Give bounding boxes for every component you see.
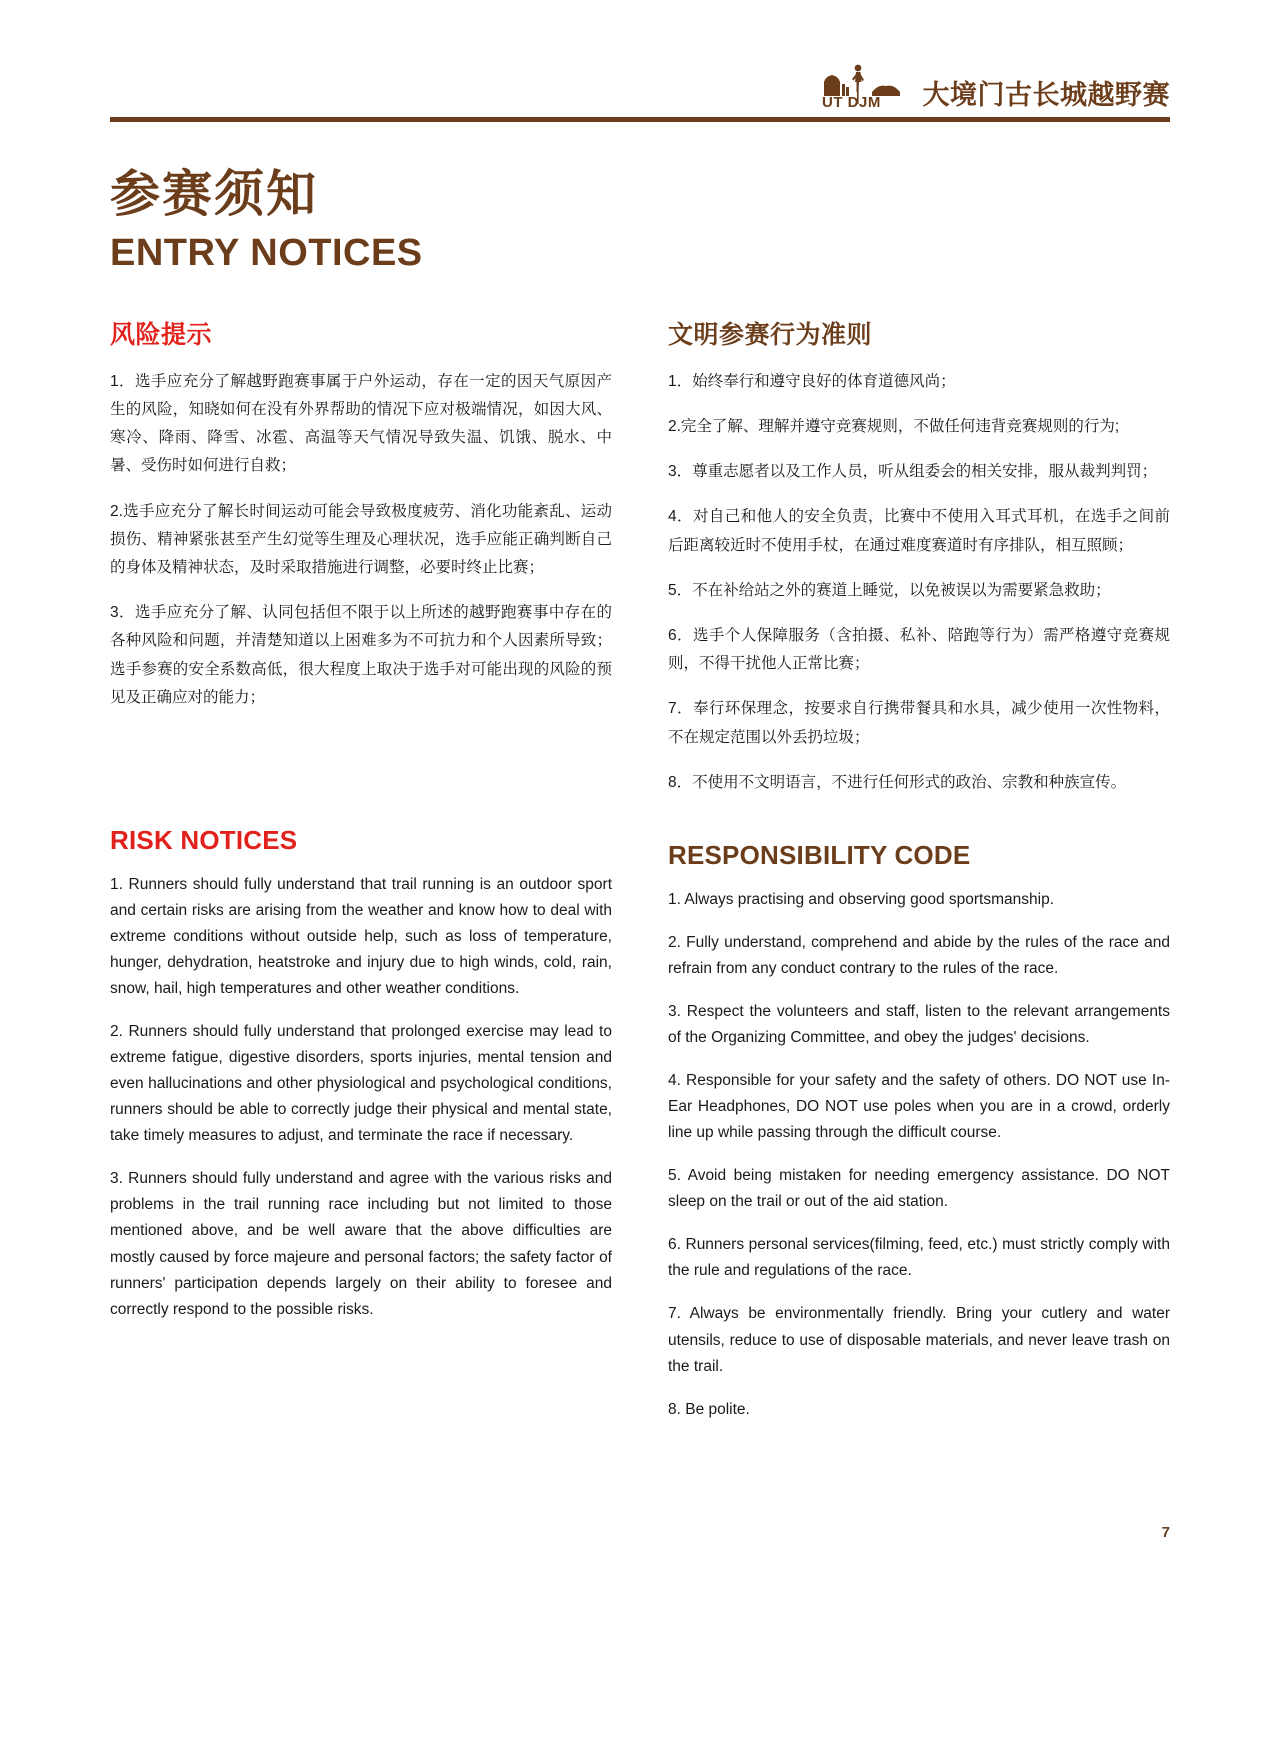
page-title-en: ENTRY NOTICES — [110, 232, 423, 274]
risk-en-block — [110, 872, 612, 1323]
utdjm-logo-icon — [822, 62, 914, 108]
code-en-paragraph-6: 6. Runners personal services(filming, feed, etc.) must strictly comply with the rule and regulations of the race. — [668, 1236, 1170, 1280]
code-en-block — [668, 887, 1170, 1423]
section-heading-risk-cn: 风险提示 — [110, 320, 213, 349]
risk-cn-paragraph-1: 1．选手应充分了解越野跑赛事属于户外运动，存在一定的因天气原因产生的风险，知晓如何在没有外界帮助的情况下应对极端情况，如因大风、寒冷、降雨、降雪、冰雹、高温等天气情况导致失温、饥饿、脱水、中暑、受伤时如何进行自救； — [110, 372, 612, 475]
code-cn-paragraph-3: 3．尊重志愿者以及工作人员，听从组委会的相关安排，服从裁判判罚； — [668, 463, 1158, 481]
title-block — [110, 166, 1170, 276]
page-title-cn: 参赛须知 — [110, 166, 318, 222]
code-cn-paragraph-5: 5．不在补给站之外的赛道上睡觉，以免被误以为需要紧急救助； — [668, 581, 1111, 599]
code-cn-paragraph-8: 8．不使用不文明语言，不进行任何形式的政治、宗教和种族宣传。 — [668, 773, 1127, 791]
code-cn-paragraph-6: 6．选手个人保障服务（含拍摄、私补、陪跑等行为）需严格遵守竞赛规则，不得干扰他人正常比赛； — [668, 626, 1170, 673]
event-logo — [822, 62, 1171, 108]
risk-en-paragraph-2: 2. Runners should fully understand that prolonged exercise may lead to extreme fatigue, digestive disorders, sports injuries, mental tension and even hallucinations and other physiological and psychological conditions, runners should be able to correctly judge their physical and mental state, take timely measures to adjust, and terminate the race if necessary. — [110, 1023, 612, 1145]
content-columns — [110, 320, 1170, 1423]
code-en-paragraph-3: 3. Respect the volunteers and staff, listen to the relevant arrangements of the Organizing Committee, and obey the judges' decisions. — [668, 1003, 1170, 1047]
column-spacer — [110, 729, 612, 825]
code-cn-paragraph-1: 1．始终奉行和遵守良好的体育道德风尚； — [668, 372, 956, 390]
risk-cn-paragraph-2: 2.选手应充分了解长时间运动可能会导致极度疲劳、消化功能紊乱、运动损伤、精神紧张甚至产生幻觉等生理及心理状况，选手应能正确判断自己的身体及精神状态，及时采取措施进行调整，必要时终止比赛； — [110, 502, 612, 576]
logo-text: 大境门古长城越野赛 — [922, 80, 1170, 110]
risk-en-paragraph-3: 3. Runners should fully understand and agree with the various risks and problems in the trail running race including but not limited to those mentioned above, and be well aware that the above difficulties are mostly caused by force majeure and personal factors; the safety factor of runners' participation depends largely on their ability to foresee and correctly respond to the possible risks. — [110, 1170, 612, 1318]
code-en-paragraph-7: 7. Always be environmentally friendly. Bring your cutlery and water utensils, reduce to use of disposable materials, and never leave trash on the trail. — [668, 1305, 1170, 1375]
column-responsibility-code — [668, 320, 1170, 1423]
section-heading-risk-en: RISK NOTICES — [110, 824, 298, 855]
page-number: 7 — [1161, 1524, 1170, 1541]
code-en-paragraph-1: 1. Always practising and observing good sportsmanship. — [668, 891, 1054, 909]
column-spacer-right — [668, 814, 1170, 840]
risk-cn-paragraph-3: 3．选手应充分了解、认同包括但不限于以上所述的越野跑赛事中存在的各种风险和问题，并清楚知道以上困难多为不可抗力和个人因素所导致；选手参赛的安全系数高低，很大程度上取决于选手对可能出现的风险的预见及正确应对的能力； — [110, 604, 612, 706]
code-en-paragraph-2: 2. Fully understand, comprehend and abide by the rules of the race and refrain from any conduct contrary to the rules of the race. — [668, 934, 1170, 978]
code-cn-paragraph-7: 7．奉行环保理念，按要求自行携带餐具和水具，减少使用一次性物料，不在规定范围以外丢扔垃圾； — [668, 700, 1170, 746]
column-risk-notices — [110, 320, 612, 1423]
code-en-paragraph-4: 4. Responsible for your safety and the safety of others. DO NOT use In-Ear Headphones, DO NOT use poles when you are in a crowd, orderly line up while passing through the difficult course. — [668, 1072, 1170, 1142]
header-divider — [110, 117, 1170, 122]
code-en-paragraph-5: 5. Avoid being mistaken for needing emergency assistance. DO NOT sleep on the trail or out of the aid station. — [668, 1167, 1170, 1211]
section-heading-code-cn: 文明参赛行为准则 — [668, 320, 873, 349]
risk-en-paragraph-1: 1. Runners should fully understand that trail running is an outdoor sport and certain risks are arising from the weather and know how to deal with extreme conditions without outside help, such as loss of temperature, hunger, dehydration, heatstroke and injury due to high winds, cold, rain, snow, hail, high temperatures and other weather conditions. — [110, 876, 612, 998]
code-cn-paragraph-2: 2.完全了解、理解并遵守竞赛规则，不做任何违背竞赛规则的行为; — [668, 417, 1120, 435]
code-en-paragraph-8: 8. Be polite. — [668, 1400, 750, 1418]
page-header — [110, 0, 1170, 108]
svg-text:UT DJM: UT DJM — [821, 94, 881, 108]
section-heading-code-en: RESPONSIBILITY CODE — [668, 839, 971, 870]
code-cn-paragraph-4: 4．对自己和他人的安全负责，比赛中不使用入耳式耳机，在选手之间前后距离较近时不使用手杖，在通过难度赛道时有序排队，相互照顾； — [668, 508, 1170, 554]
